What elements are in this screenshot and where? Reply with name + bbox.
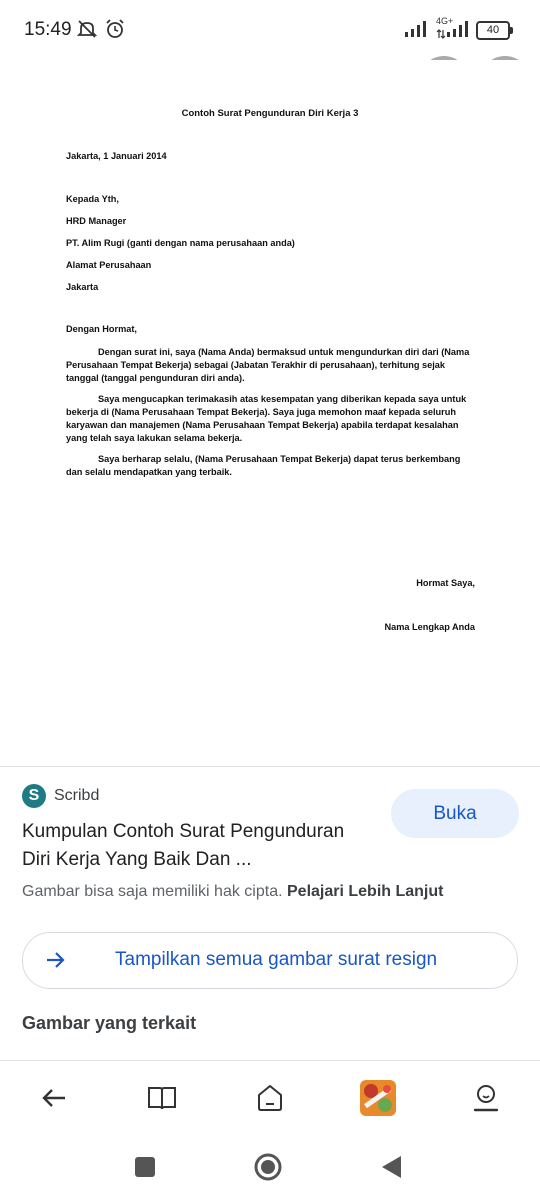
recipient-line: Kepada Yth, [66, 194, 119, 204]
home-button-icon[interactable] [253, 1152, 283, 1182]
show-all-images-label: Tampilkan semua gambar surat resign [115, 949, 438, 970]
data-arrows-icon [436, 26, 446, 44]
recipient-line: PT. Alim Rugi (ganti dengan nama perusahaan anda) [66, 238, 295, 248]
result-title[interactable]: Kumpulan Contoh Surat Pengunduran Diri Kerja Yang Baik Dan ... [22, 821, 345, 870]
learn-more-link[interactable]: Pelajari Lebih Lanjut [287, 883, 444, 900]
signature: Nama Lengkap Anda [384, 622, 475, 632]
mute-notification-icon [76, 18, 98, 45]
copyright-text: Gambar bisa saja memiliki hak cipta. [22, 883, 283, 900]
closing: Hormat Saya, [416, 578, 475, 588]
signal-icon [404, 20, 430, 43]
recipient-line: Alamat Perusahaan [66, 260, 152, 270]
document-image[interactable] [0, 60, 540, 765]
recipient-line: Jakarta [66, 282, 99, 292]
body-paragraph: Saya mengucapkan terimakasih atas kesempatan yang diberikan kepada saya untuk bekerja di (Nama Perusahaan Tempat Bekerja). Saya juga memohon maaf kepada seluruh karyawan dan manajemen (Nama Perusahaan Tempat Bekerja) apabila terdapat kesalahan yang telah saya lakukan selama bekerja. [66, 394, 467, 443]
divider [0, 766, 540, 767]
letter-body [66, 346, 476, 487]
salutation: Dengan Hormat, [66, 324, 137, 334]
account-icon[interactable] [466, 1078, 506, 1118]
back-arrow-icon[interactable] [34, 1078, 74, 1118]
status-bar [0, 0, 540, 60]
home-icon[interactable] [250, 1078, 290, 1118]
recents-button-icon[interactable] [130, 1152, 160, 1182]
divider [0, 1060, 540, 1061]
network-type: 4G+ [436, 16, 454, 26]
book-icon[interactable] [142, 1078, 182, 1118]
show-all-images-button[interactable] [22, 932, 518, 989]
document-title: Contoh Surat Pengunduran Diri Kerja 3 [181, 108, 359, 119]
app-game-icon[interactable] [358, 1078, 398, 1118]
scribd-logo-icon: S [22, 784, 46, 808]
recipient-line: HRD Manager [66, 216, 127, 226]
battery-indicator: 40 [476, 21, 510, 40]
body-paragraph: Saya berharap selalu, (Nama Perusahaan Tempat Bekerja) dapat terus berkembang dan selalu mendapatkan yang terbaik. [66, 454, 461, 477]
copyright-notice [22, 883, 443, 901]
open-button[interactable]: Buka [391, 789, 519, 838]
related-images-heading: Gambar yang terkait [22, 1013, 197, 1033]
alarm-icon [104, 18, 126, 45]
back-button-icon[interactable] [376, 1152, 406, 1182]
document-date: Jakarta, 1 Januari 2014 [66, 151, 167, 161]
body-paragraph: Dengan surat ini, saya (Nama Anda) bermaksud untuk mengundurkan diri dari (Nama Perusahaan Tempat Bekerja) sebagai (Jabatan Terakhir di perusahaan), terhitung sejak tanggal (tanggal pengunduran diri anda). [66, 347, 470, 383]
status-time: 15:49 [24, 19, 72, 40]
source-name[interactable]: Scribd [54, 787, 100, 804]
arrow-right-icon [43, 948, 67, 977]
signal-2-icon [446, 20, 470, 43]
